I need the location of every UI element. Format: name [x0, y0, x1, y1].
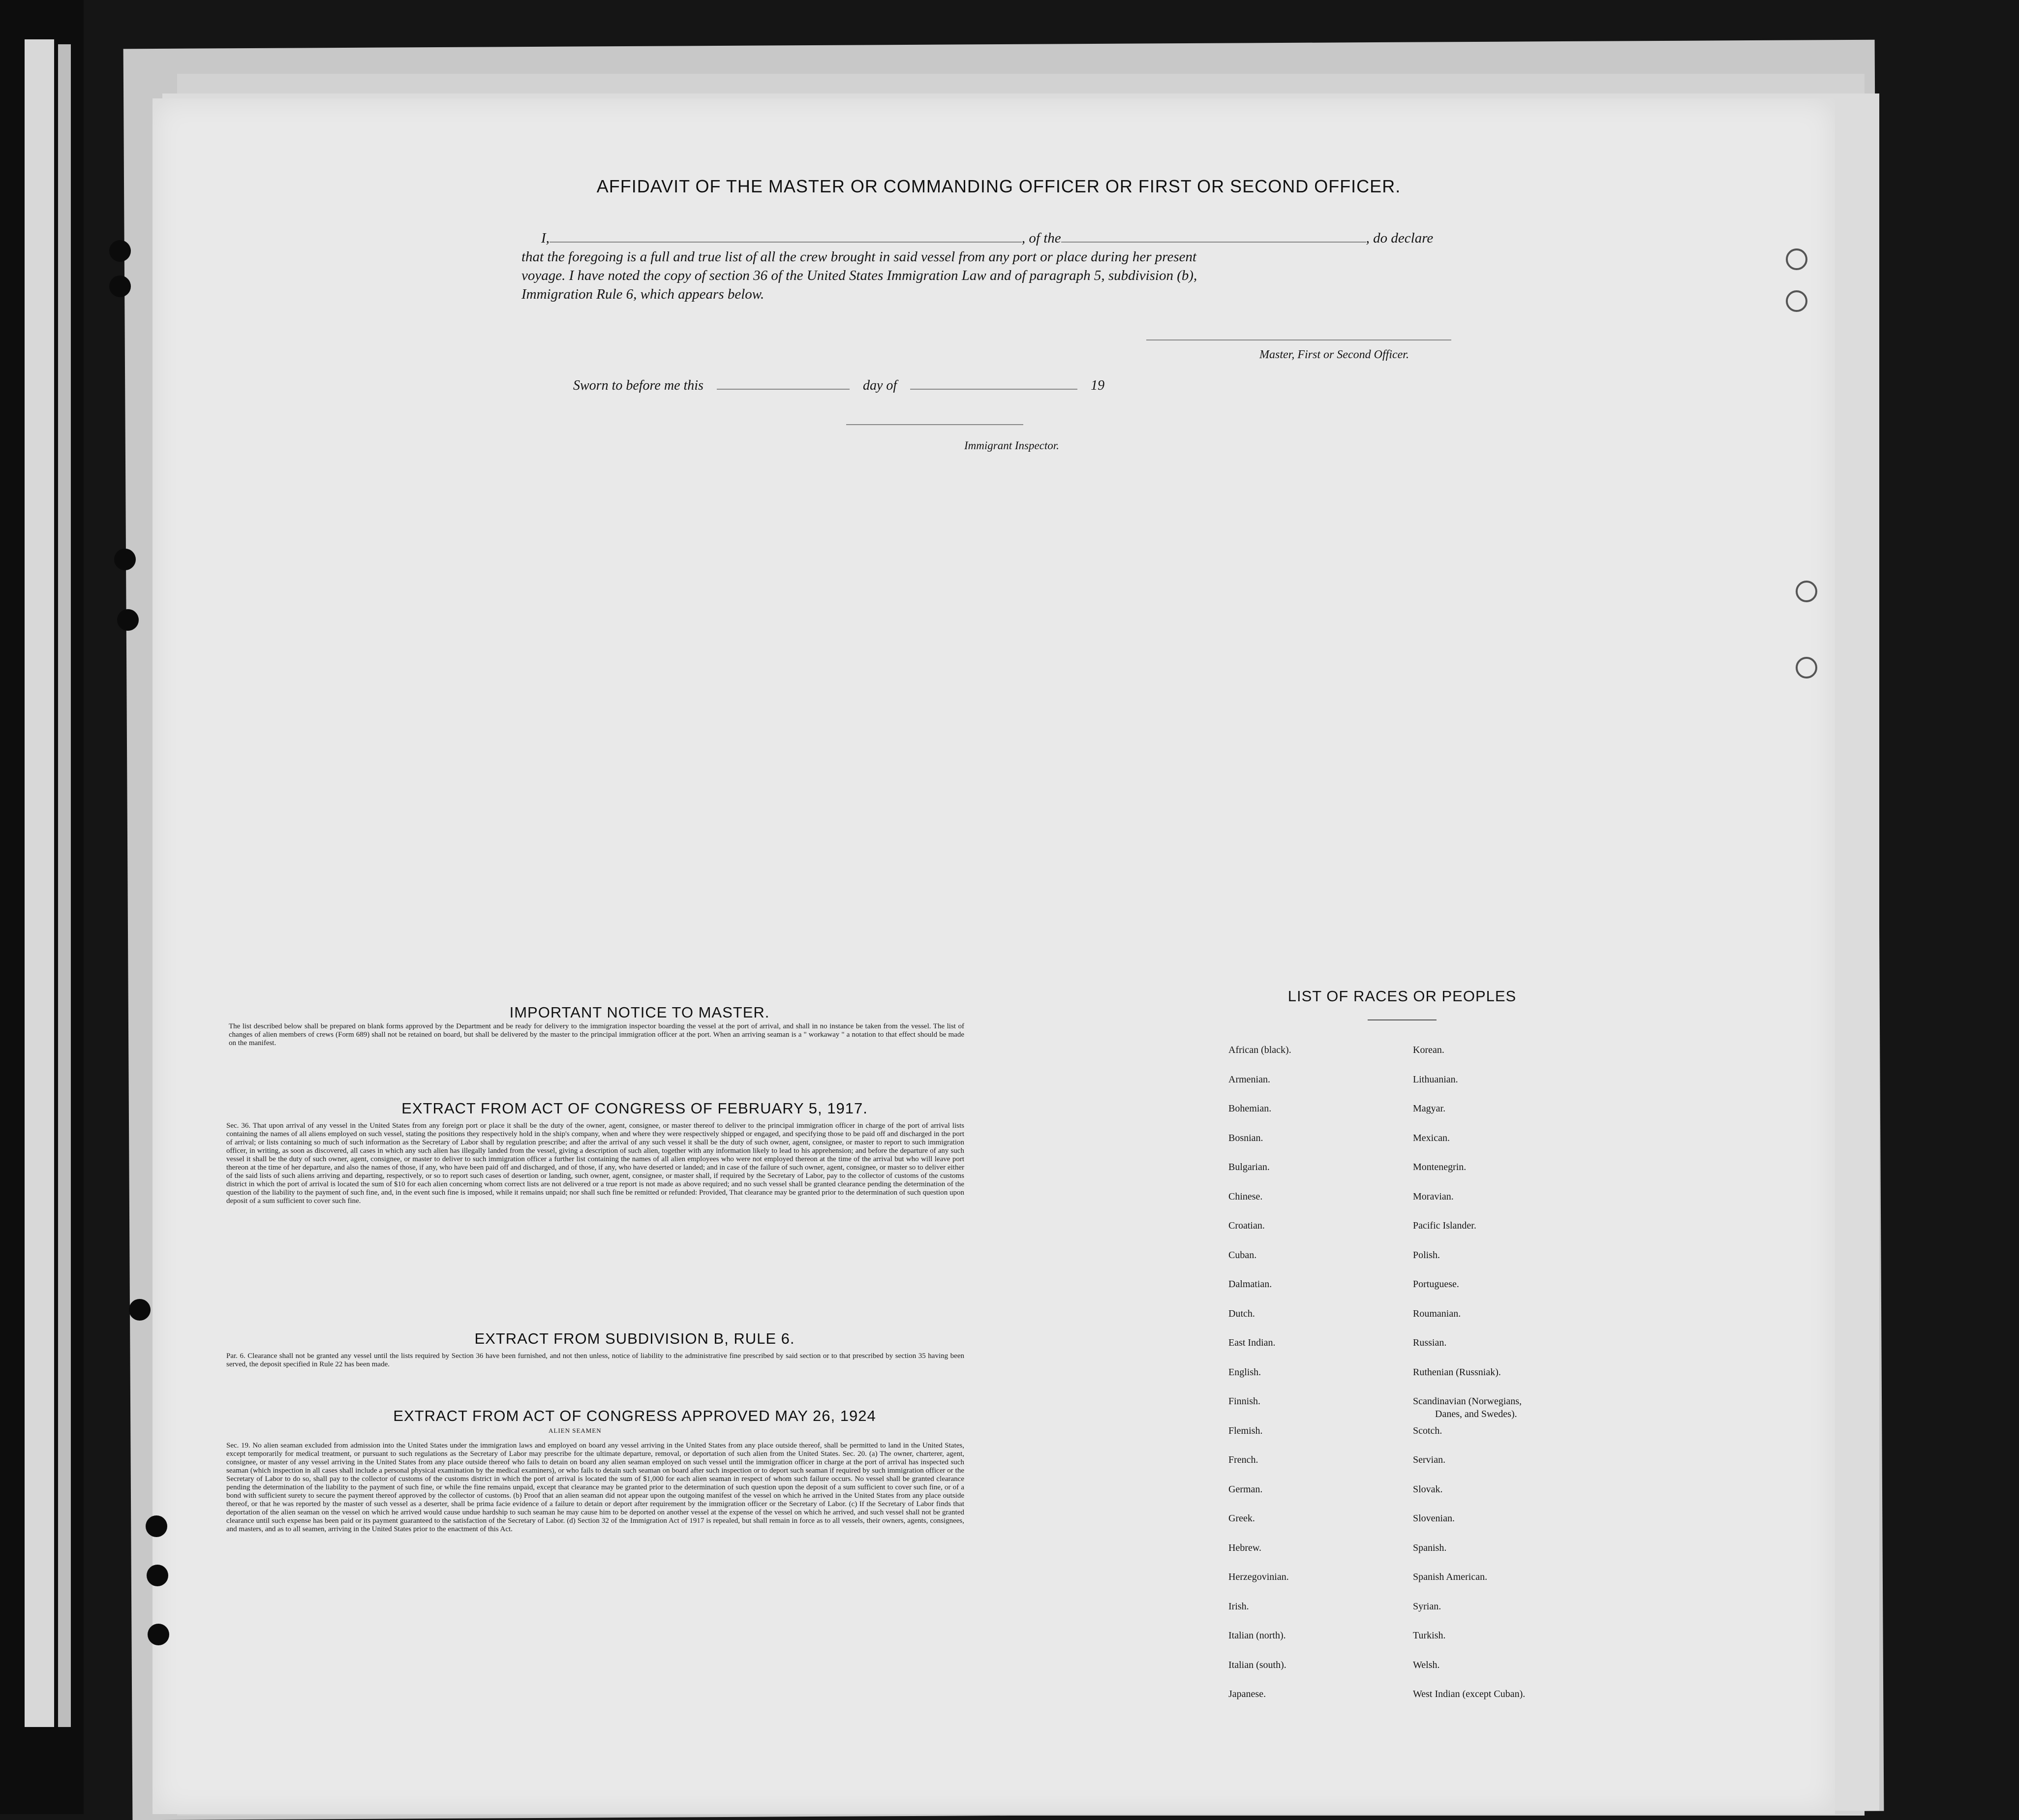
ring-hole	[1796, 657, 1817, 679]
races-rule	[1368, 1019, 1437, 1020]
race-item: Japanese.	[1228, 1689, 1266, 1699]
affidavit-of-the: , of the	[1021, 230, 1061, 246]
inspector-caption: Immigrant Inspector.	[964, 439, 1059, 452]
race-item: Servian.	[1413, 1454, 1446, 1465]
race-item: Scandinavian (Norwegians,	[1413, 1396, 1522, 1407]
notice-text: The list described below shall be prepared on blank forms approved by the Department and be ready for delivery to the immigration inspector boarding the vessel at the port of arrival, and shall in no instance be taken from the vessel. The list of changes of alien members of crews (Form 689) shall not be retained on board, but shall be delivered by the master to the principal immigration officer at the port. When an arriving seaman is a " workaway " a notation to that effect should be made on the manifest.	[229, 1022, 964, 1047]
race-item: Slovak.	[1413, 1483, 1443, 1495]
race-item: Spanish.	[1413, 1542, 1447, 1553]
race-item: Danes, and Swedes).	[1435, 1409, 1517, 1419]
race-item: East Indian.	[1228, 1337, 1276, 1348]
race-item: Italian (north).	[1228, 1630, 1286, 1641]
race-item: Croatian.	[1228, 1220, 1265, 1231]
race-item: Armenian.	[1228, 1074, 1270, 1085]
race-item: African (black).	[1228, 1045, 1291, 1055]
ring-hole	[1796, 581, 1817, 602]
race-item: Cuban.	[1228, 1249, 1257, 1261]
race-item: Dutch.	[1228, 1308, 1255, 1319]
affidavit-title: AFFIDAVIT OF THE MASTER OR COMMANDING OFFICER OR FIRST OR SECOND OFFICER.	[596, 176, 1401, 196]
notice-heading: IMPORTANT NOTICE TO MASTER.	[509, 1004, 770, 1021]
race-item: Mexican.	[1413, 1132, 1450, 1143]
race-item: Flemish.	[1228, 1425, 1263, 1436]
punch-hole	[148, 1624, 169, 1645]
punch-hole	[114, 549, 136, 570]
affidavit-line-2: that the foregoing is a full and true list of all the crew brought in said vessel from any port or place during her present	[521, 249, 1197, 265]
affidavit-line-4: Immigration Rule 6, which appears below.	[521, 286, 765, 302]
sworn-day-blank	[717, 388, 850, 390]
extract-1924-heading: EXTRACT FROM ACT OF CONGRESS APPROVED MAY 26, 1924	[393, 1407, 876, 1424]
affidavit-line-1	[521, 229, 1481, 247]
punch-hole	[147, 1565, 168, 1586]
affidavit-statement	[521, 229, 1481, 304]
races-heading: LIST OF RACES OR PEOPLES	[1287, 987, 1517, 1005]
race-item: Syrian.	[1413, 1601, 1441, 1612]
affidavit-declare: , do declare	[1366, 230, 1434, 246]
race-item: Chinese.	[1228, 1191, 1263, 1202]
extract-1917-text: Sec. 36. That upon arrival of any vessel in the United States from any foreign port or place it shall be the duty of the owner, agent, consignee, or master thereof to deliver to the principal immigration officer in charge of the port of arrival lists containing the names of all aliens employed on such vessel, stating the positions they respectively hold in the ship's company, when and where they were respectively shipped or engaged, and specifying those to be paid off and discharged in the port of arrival; or lists containing so much of such information as the Secretary of Labor shall by regulation prescribe; and after the arrival of any such vessel it shall be the duty of such owner, agent, consignee, or master to report to such immigration officer, in writing, as soon as discovered, all cases in which any such alien has illegally landed from the vessel, giving a description of such alien, together with any information likely to lead to his apprehension; and before the departure of any such vessel it shall be the duty of such owner, agent, consignee, or master to deliver to such immigration officer a further list containing the names of all alien employees who were not employed thereon at the time of the arrival but who will leave port thereon at the time of her departure, and also the names of those, if any, who have been paid off and discharged, and of those, if any, who have deserted or landed; and in case of the failure of such owner, agent, consignee, or master so to deliver either of the said lists of such aliens arriving and departing, respectively, or so to report such cases of desertion or landing, such owner, agent, consignee, or master shall, if required by the Secretary of Labor, pay to the collector of customs of the customs district in which the port of arrival is located the sum of $10 for each alien concerning whom correct lists are not delivered or a true report is not made as above required; and no such vessel shall be granted clearance pending the determination of the question of the liability to the payment of such fine, and, in the event such fine is imposed, while it remains unpaid; nor shall such fine be remitted or refunded: Provided, That clearance may be granted prior to the determination of such question upon deposit of a sum sufficient to cover such fine.	[226, 1122, 964, 1205]
affidavit-line-3: voyage. I have noted the copy of section 36 of the United States Immigration Law and of paragraph 5, subdivision (b),	[521, 268, 1197, 283]
race-item: Irish.	[1228, 1601, 1249, 1612]
race-item: Portuguese.	[1413, 1279, 1459, 1290]
race-item: Roumanian.	[1413, 1308, 1461, 1319]
vessel-blank	[1061, 241, 1366, 243]
race-item: Moravian.	[1413, 1191, 1454, 1202]
punch-hole	[109, 240, 131, 262]
race-item: Spanish American.	[1413, 1572, 1488, 1582]
race-item: Ruthenian (Russniak).	[1413, 1366, 1501, 1378]
sworn-prefix: Sworn to before me this	[573, 378, 704, 393]
race-item: French.	[1228, 1454, 1258, 1465]
race-item: Korean.	[1413, 1045, 1444, 1055]
punch-hole	[109, 276, 131, 297]
extract-rule6-text: Par. 6. Clearance shall not be granted any vessel until the lists required by Section 36 have been furnished, and not then unless, notice of liability to the administrative fine prescribed by said section or to that prescribed by section 35 having been served, the deposit specified in Rule 22 has been made.	[226, 1352, 964, 1368]
punch-hole	[146, 1515, 167, 1537]
race-item: Dalmatian.	[1228, 1279, 1272, 1290]
race-item: Herzegovinian.	[1228, 1572, 1289, 1582]
race-item: Polish.	[1413, 1249, 1440, 1261]
race-item: West Indian (except Cuban).	[1413, 1689, 1526, 1699]
name-blank	[550, 241, 1022, 243]
binder-strip-inner	[58, 44, 71, 1727]
race-item: Lithuanian.	[1413, 1074, 1458, 1085]
binder-strip	[25, 39, 54, 1727]
affidavit-i: I,	[541, 230, 550, 246]
race-item: Bosnian.	[1228, 1132, 1263, 1143]
race-item: Turkish.	[1413, 1630, 1446, 1641]
race-item: Montenegrin.	[1413, 1162, 1467, 1172]
ring-hole	[1786, 290, 1807, 312]
inspector-signature-line	[846, 424, 1023, 425]
race-item: Welsh.	[1413, 1659, 1440, 1670]
document-page	[153, 98, 1835, 1814]
punch-hole	[129, 1299, 151, 1321]
ring-hole	[1786, 248, 1807, 270]
sworn-year: 19	[1091, 378, 1105, 393]
race-item: Finnish.	[1228, 1396, 1261, 1407]
sworn-month-blank	[910, 388, 1077, 390]
race-item: Scotch.	[1413, 1425, 1442, 1436]
extract-1924-subheading: ALIEN SEAMEN	[549, 1427, 602, 1434]
race-item: Hebrew.	[1228, 1542, 1262, 1553]
extract-1917-heading: EXTRACT FROM ACT OF CONGRESS OF FEBRUARY 5, 1917.	[401, 1100, 868, 1117]
race-item: Magyar.	[1413, 1103, 1446, 1114]
sworn-line	[573, 378, 1104, 394]
sworn-day-of: day of	[862, 378, 897, 393]
extract-rule6-heading: EXTRACT FROM SUBDIVISION B, RULE 6.	[474, 1330, 795, 1347]
signature-line	[1146, 339, 1451, 340]
race-item: Bohemian.	[1228, 1103, 1272, 1114]
race-item: Bulgarian.	[1228, 1162, 1270, 1172]
extract-1924-text: Sec. 19. No alien seaman excluded from admission into the United States under the immigration laws and employed on board any vessel arriving in the United States from any place outside thereof, shall be permitted to land in the United States, except temporarily for medical treatment, or pursuant to such regulations as the Secretary of Labor may prescribe for the ultimate departure, removal, or deportation of such alien from the United States. Sec. 20. (a) The owner, charterer, agent, consignee, or master of any vessel arriving in the United States from any place outside thereof who fails to detain on board any alien seaman employed on such vessel until the immigration officer in charge at the port of arrival has inspected such seaman (which inspection in all cases shall include a personal physical examination by the medical examiners), or who fails to detain such seaman on board after such inspection or to deport such seaman if required by such immigration officer or the Secretary of Labor to do so, shall pay to the collector of customs of the customs district in which the port of arrival is located the sum of $1,000 for each alien seaman in respect of whom such failure occurs. No vessel shall be granted clearance pending the determination of the liability to the payment of such fine, or while the fine remains unpaid, except that clearance may be granted prior to the determination of such question upon the deposit of a sum sufficient to cover such fine, or of a bond with sufficient surety to secure the payment thereof approved by the collector of customs. (b) Proof that an alien seaman did not appear upon the outgoing manifest of the vessel on which he arrived in the United States from any place outside thereof, or that he was reported by the master of such vessel as a deserter, shall be prima facie evidence of a failure to detain or deport after requirement by the immigration officer or the Secretary of Labor. (c) If the Secretary of Labor finds that deportation of the alien seaman on the vessel on which he arrived would cause undue hardship to such seaman he may cause him to be deported on another vessel at the expense of the vessel on which he arrived, and such vessel shall not be granted clearance until such expense has been paid or its payment guaranteed to the satisfaction of the Secretary of Labor. (d) Section 32 of the Immigration Act of 1917 is repealed, but shall remain in force as to all vessels, their owners, agents, consignees, and masters, and as to all seamen, arriving in the United States prior to the enactment of this Act.	[226, 1442, 964, 1533]
race-item: Pacific Islander.	[1413, 1220, 1476, 1231]
race-item: German.	[1228, 1483, 1263, 1495]
signature-caption: Master, First or Second Officer.	[1259, 348, 1409, 361]
race-item: Slovenian.	[1413, 1513, 1455, 1524]
punch-hole	[117, 609, 139, 631]
race-item: Italian (south).	[1228, 1659, 1286, 1670]
race-item: English.	[1228, 1366, 1261, 1378]
race-item: Greek.	[1228, 1513, 1255, 1524]
race-item: Russian.	[1413, 1337, 1447, 1348]
